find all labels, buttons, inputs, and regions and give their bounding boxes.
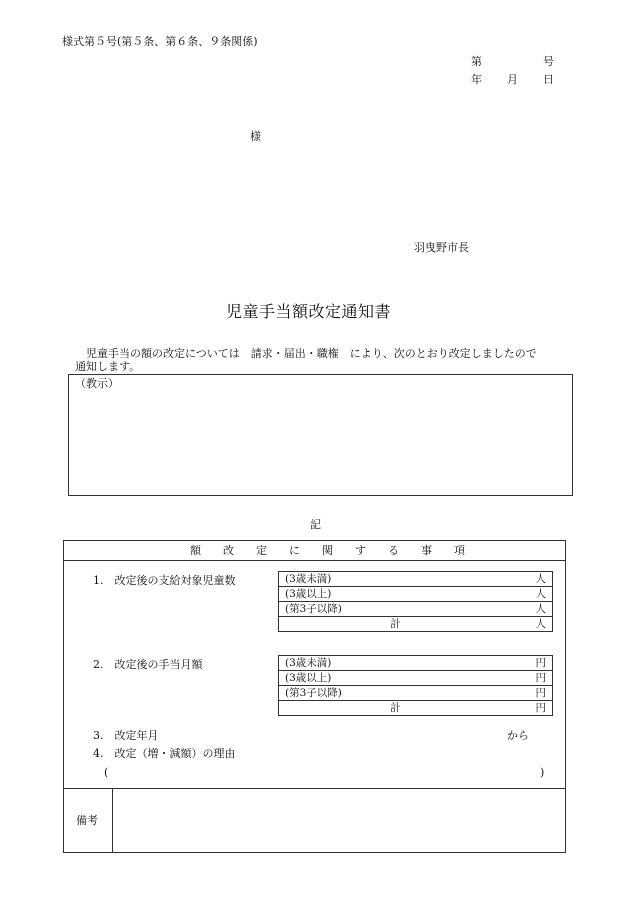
header-divider [63,560,566,561]
notice-box [68,374,573,496]
table-row [279,602,553,617]
intro-line-1: 児童手当の額の改定については 請求・届出・職権 により、次のとおり改定しましたので [86,347,537,360]
document-title: 児童手当額改定通知書 [226,302,392,321]
reason-close-paren: ) [540,766,545,779]
remarks-divider [63,788,566,789]
reason-open-paren: ( [104,766,109,779]
ki-marker: 記 [310,518,321,531]
table-row [279,671,553,686]
date-day: 日 [543,73,554,86]
date-month: 月 [507,73,518,86]
count-cell-under3: (3歳未満) 人 [279,572,553,587]
remarks-label: 備考 [76,814,98,827]
date-year: 年 [471,73,482,86]
table-row [279,587,553,602]
doc-number-prefix: 第 [471,55,482,68]
item1-label: 1. 改定後の支給対象児童数 [93,574,236,587]
monthly-amount-table [278,655,553,716]
addressee-suffix: 様 [250,130,261,143]
item3-suffix: から [507,729,529,742]
table-row [279,572,553,587]
table-row [279,701,553,716]
amount-cell-over3: (3歳以上) 円 [279,671,553,686]
item2-label: 2. 改定後の手当月額 [93,658,203,671]
item4-label: 4. 改定（増・減額）の理由 [93,747,236,760]
item3-label: 3. 改定年月 [93,729,159,742]
amount-cell-third-child: (第3子以降) 円 [279,686,553,701]
table-row [279,617,553,632]
notice-label: （教示） [75,377,119,390]
children-count-table [278,571,553,632]
amount-cell-total: 計 円 [279,701,553,716]
section-header: 額 改 定 に 関 す る 事 項 [190,544,465,557]
intro-line-2: 通知します。 [75,360,141,373]
issuer: 羽曳野市長 [414,241,469,254]
count-cell-total: 計 人 [279,617,553,632]
remarks-column-divider [112,788,113,853]
form-number: 様式第５号(第５条、第６条、９条関係) [62,35,258,48]
amount-cell-under3: (3歳未満) 円 [279,656,553,671]
table-row [279,686,553,701]
count-cell-over3: (3歳以上) 人 [279,587,553,602]
count-cell-third-child: (第3子以降) 人 [279,602,553,617]
table-row [279,656,553,671]
doc-number-suffix: 号 [543,55,554,68]
